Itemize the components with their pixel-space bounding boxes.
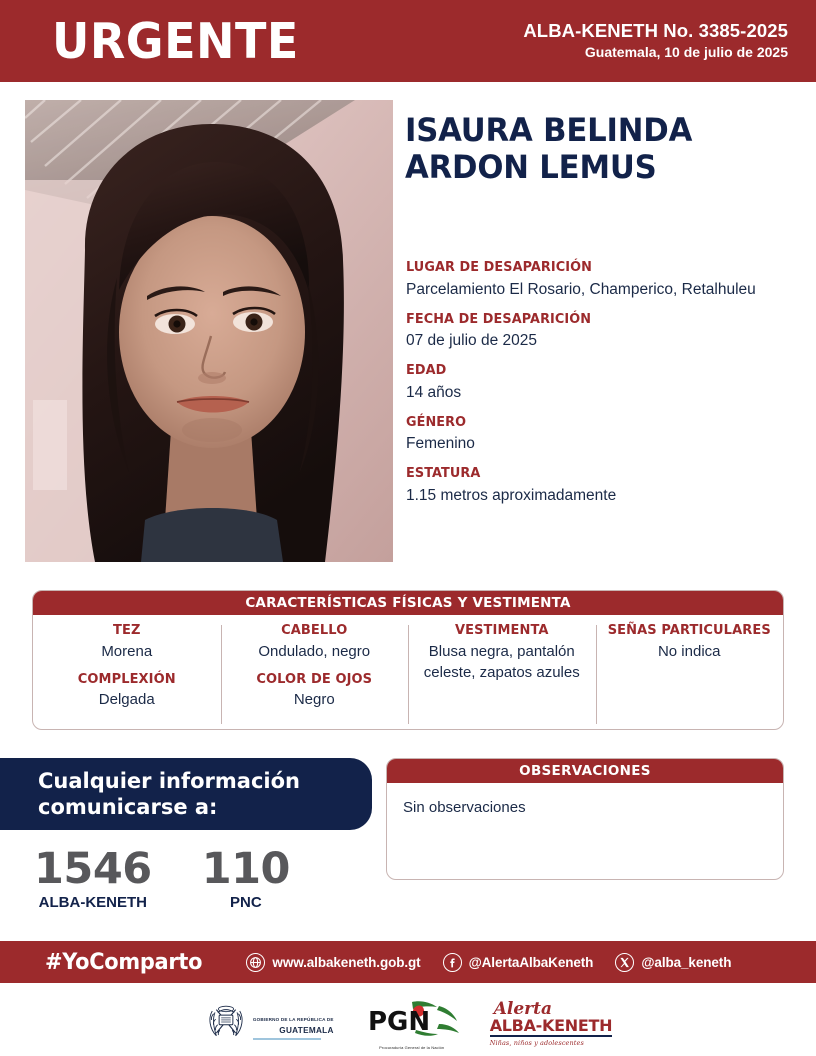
disappearance-details xyxy=(406,258,806,507)
guatemala-logo-rule xyxy=(253,1038,321,1040)
detail-value-lugar: Parcelamiento El Rosario, Champerico, Retalhuleu xyxy=(406,280,756,298)
alerta-main-text: ALBA-KENETH xyxy=(489,1015,613,1035)
detail-label-fecha: FECHA DE DESAPARICIÓN xyxy=(406,310,592,327)
characteristics-column-vestimenta xyxy=(408,621,596,730)
phone-label-alba-keneth: ALBA-KENETH xyxy=(38,894,147,911)
logo-pgn xyxy=(364,999,460,1050)
char-value-vestimenta: Blusa negra, pantalón celeste, zapatos azules xyxy=(423,642,580,682)
alerta-rule xyxy=(490,1035,612,1037)
logo-alerta-alba-keneth xyxy=(490,1001,612,1046)
char-value-color-ojos: Negro xyxy=(293,691,335,709)
characteristics-title: CARACTERÍSTICAS FÍSICAS Y VESTIMENTA xyxy=(33,591,783,615)
contact-banner-line-2: comunicarse a: xyxy=(38,795,218,819)
svg-text:PGN: PGN xyxy=(367,1006,430,1037)
phone-alba-keneth[interactable] xyxy=(34,844,152,912)
detail-field-lugar xyxy=(406,258,806,301)
detail-field-edad xyxy=(406,361,806,404)
observations-box xyxy=(386,758,784,880)
characteristics-column-cabello xyxy=(221,621,409,730)
social-link-x-twitter[interactable] xyxy=(615,953,731,972)
guatemala-coat-of-arms-icon xyxy=(204,1000,248,1049)
char-label-vestimenta: VESTIMENTA xyxy=(454,623,549,638)
contact-banner xyxy=(0,758,372,830)
x-twitter-icon xyxy=(615,953,634,972)
urgent-label: URGENTE xyxy=(52,12,299,70)
detail-field-fecha xyxy=(406,310,806,353)
institutional-logos xyxy=(0,992,816,1056)
header-case-info xyxy=(523,19,788,63)
detail-field-estatura xyxy=(406,464,806,507)
website-url: www.albakeneth.gob.gt xyxy=(272,954,421,970)
char-label-complexion: COMPLEXIÓN xyxy=(77,671,176,687)
detail-value-estatura: 1.15 metros aproximadamente xyxy=(406,486,617,504)
logo-gobierno-guatemala xyxy=(204,1000,334,1049)
detail-value-fecha: 07 de julio de 2025 xyxy=(406,332,538,350)
facebook-icon xyxy=(443,953,462,972)
characteristics-body xyxy=(33,615,783,730)
detail-label-genero: GÉNERO xyxy=(406,413,467,430)
detail-label-edad: EDAD xyxy=(406,362,447,379)
phone-number-110: 110 xyxy=(201,844,290,894)
facebook-handle: @AlertaAlbaKeneth xyxy=(468,954,594,970)
social-media-bar xyxy=(0,941,816,983)
poster-header xyxy=(0,0,816,82)
emergency-phone-numbers xyxy=(34,844,364,912)
char-label-senas-particulares: SEÑAS PARTICULARES xyxy=(607,623,771,638)
physical-characteristics-box xyxy=(32,590,784,730)
social-link-website[interactable] xyxy=(246,953,420,972)
characteristics-column-tez xyxy=(33,621,221,730)
issue-place-date: Guatemala, 10 de julio de 2025 xyxy=(584,44,788,61)
char-value-tez: Morena xyxy=(101,642,153,660)
person-name-line-1: ISAURA BELINDA xyxy=(405,111,693,149)
detail-field-genero xyxy=(406,413,806,456)
char-value-complexion: Delgada xyxy=(98,691,155,709)
observations-text: Sin observaciones xyxy=(403,799,526,816)
detail-value-genero: Femenino xyxy=(406,435,475,453)
person-name-line-2: ARDON LEMUS xyxy=(405,148,657,187)
social-link-facebook[interactable] xyxy=(443,953,594,972)
guatemala-logo-main-text: GUATEMALA xyxy=(279,1026,334,1036)
detail-value-edad: 14 años xyxy=(406,383,462,401)
missing-person-photo xyxy=(25,100,393,562)
char-label-cabello: CABELLO xyxy=(281,623,348,638)
guatemala-logo-text xyxy=(253,1008,334,1040)
pgn-wordmark-icon xyxy=(364,999,460,1044)
char-value-senas-particulares: No indica xyxy=(657,642,721,660)
hashtag-yocomparto: #YoComparto xyxy=(45,949,203,975)
case-number: ALBA-KENETH No. 3385-2025 xyxy=(523,19,788,41)
detail-label-lugar: LUGAR DE DESAPARICIÓN xyxy=(406,259,592,275)
alerta-tagline: Niñas, niños y adolescentes xyxy=(489,1038,584,1047)
contact-banner-text xyxy=(38,768,300,821)
phone-number-1546: 1546 xyxy=(34,844,152,894)
phone-pnc[interactable] xyxy=(201,844,290,912)
alerta-script-text: Alerta xyxy=(493,999,552,1020)
globe-icon xyxy=(246,953,265,972)
detail-label-estatura: ESTATURA xyxy=(406,465,481,482)
x-twitter-handle: @alba_keneth xyxy=(641,954,732,970)
contact-banner-line-1: Cualquier información xyxy=(38,768,300,793)
char-label-color-ojos: COLOR DE OJOS xyxy=(256,671,373,687)
char-label-tez: TEZ xyxy=(113,623,141,638)
guatemala-logo-top-text: GOBIERNO DE LA REPÚBLICA DE xyxy=(252,1017,334,1023)
pgn-subtitle: Procuraduría General de la Nación xyxy=(379,1044,445,1050)
characteristics-column-senas xyxy=(596,621,784,730)
person-name-block xyxy=(405,112,805,187)
observations-title: OBSERVACIONES xyxy=(387,759,783,783)
char-value-cabello: Ondulado, negro xyxy=(258,642,371,660)
phone-label-pnc: PNC xyxy=(229,894,262,911)
